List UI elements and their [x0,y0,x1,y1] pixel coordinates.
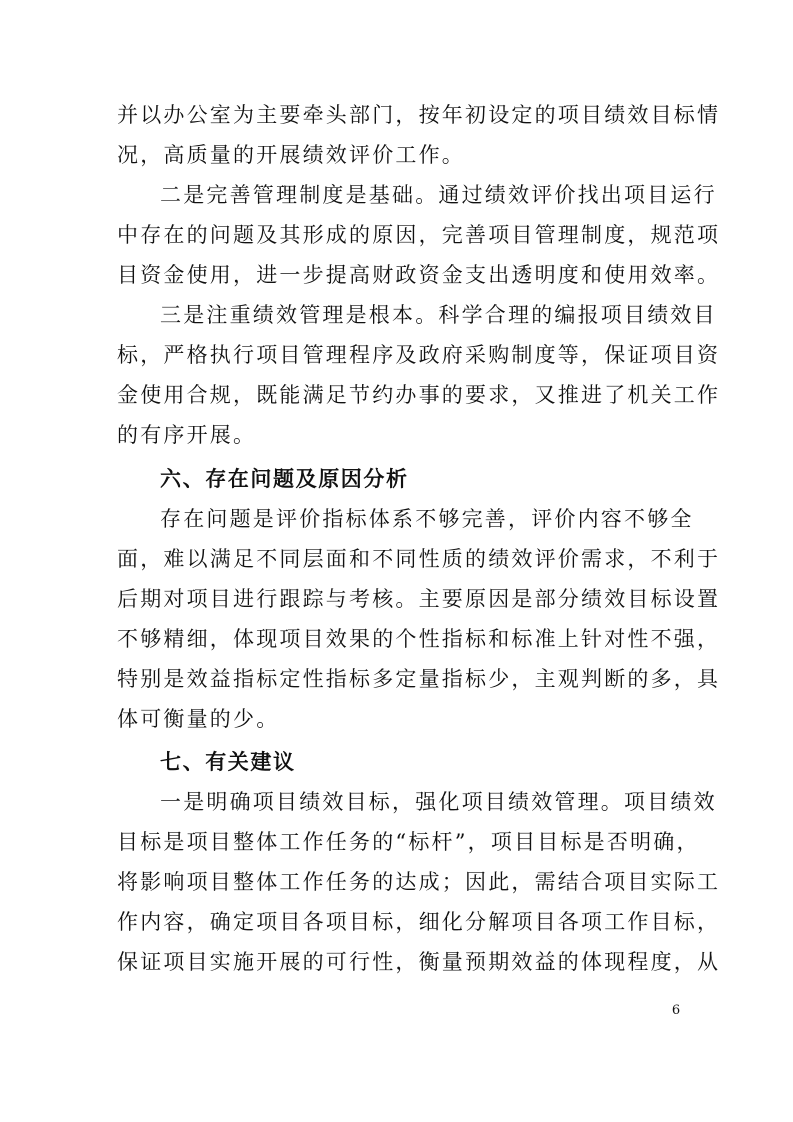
paragraph-line: 将影响项目整体工作任务的达成；因此，需结合项目实际工 [117,870,721,894]
paragraph-line: 目资金使用，进一步提高财政资金支出透明度和使用效率。 [117,263,721,287]
section-heading: 六、存在问题及原因分析 [160,467,409,491]
paragraph-line: 标，严格执行项目管理程序及政府采购制度等，保证项目资 [117,343,721,367]
paragraph-line: 中存在的问题及其形成的原因，完善项目管理制度，规范项 [117,223,721,247]
paragraph-line: 三是注重绩效管理是根本。科学合理的编报项目绩效目 [160,303,717,327]
paragraph-line: 二是完善管理制度是基础。通过绩效评价找出项目运行 [160,183,717,207]
paragraph-line: 后期对项目进行跟踪与考核。主要原因是部分绩效目标设置 [117,587,721,611]
paragraph-line: 特别是效益指标定性指标多定量指标少，主观判断的多，具 [117,667,721,691]
paragraph-line: 金使用合规，既能满足节约办事的要求，又推进了机关工作 [117,383,721,407]
paragraph-line: 的有序开展。 [117,423,257,447]
paragraph-line: 目标是项目整体工作任务的“标杆”，项目目标是否明确， [117,830,700,854]
paragraph-line: 一是明确项目绩效目标，强化项目绩效管理。项目绩效 [160,790,717,814]
paragraph-line: 作内容，确定项目各项目标，细化分解项目各项工作目标， [117,910,721,934]
paragraph-line: 不够精细，体现项目效果的个性指标和标准上针对性不强， [117,627,721,651]
paragraph-line: 况，高质量的开展绩效评价工作。 [117,143,465,167]
paragraph-line: 体可衡量的少。 [117,707,280,731]
paragraph-line: 存在问题是评价指标体系不够完善，评价内容不够全 [160,507,694,531]
page-number: 6 [671,1003,681,1018]
paragraph-line: 保证项目实施开展的可行性，衡量预期效益的体现程度，从 [117,950,721,974]
section-heading: 七、有关建议 [160,750,296,774]
paragraph-line: 面，难以满足不同层面和不同性质的绩效评价需求，不利于 [117,547,721,571]
paragraph-line: 并以办公室为主要牵头部门，按年初设定的项目绩效目标情 [117,103,721,127]
